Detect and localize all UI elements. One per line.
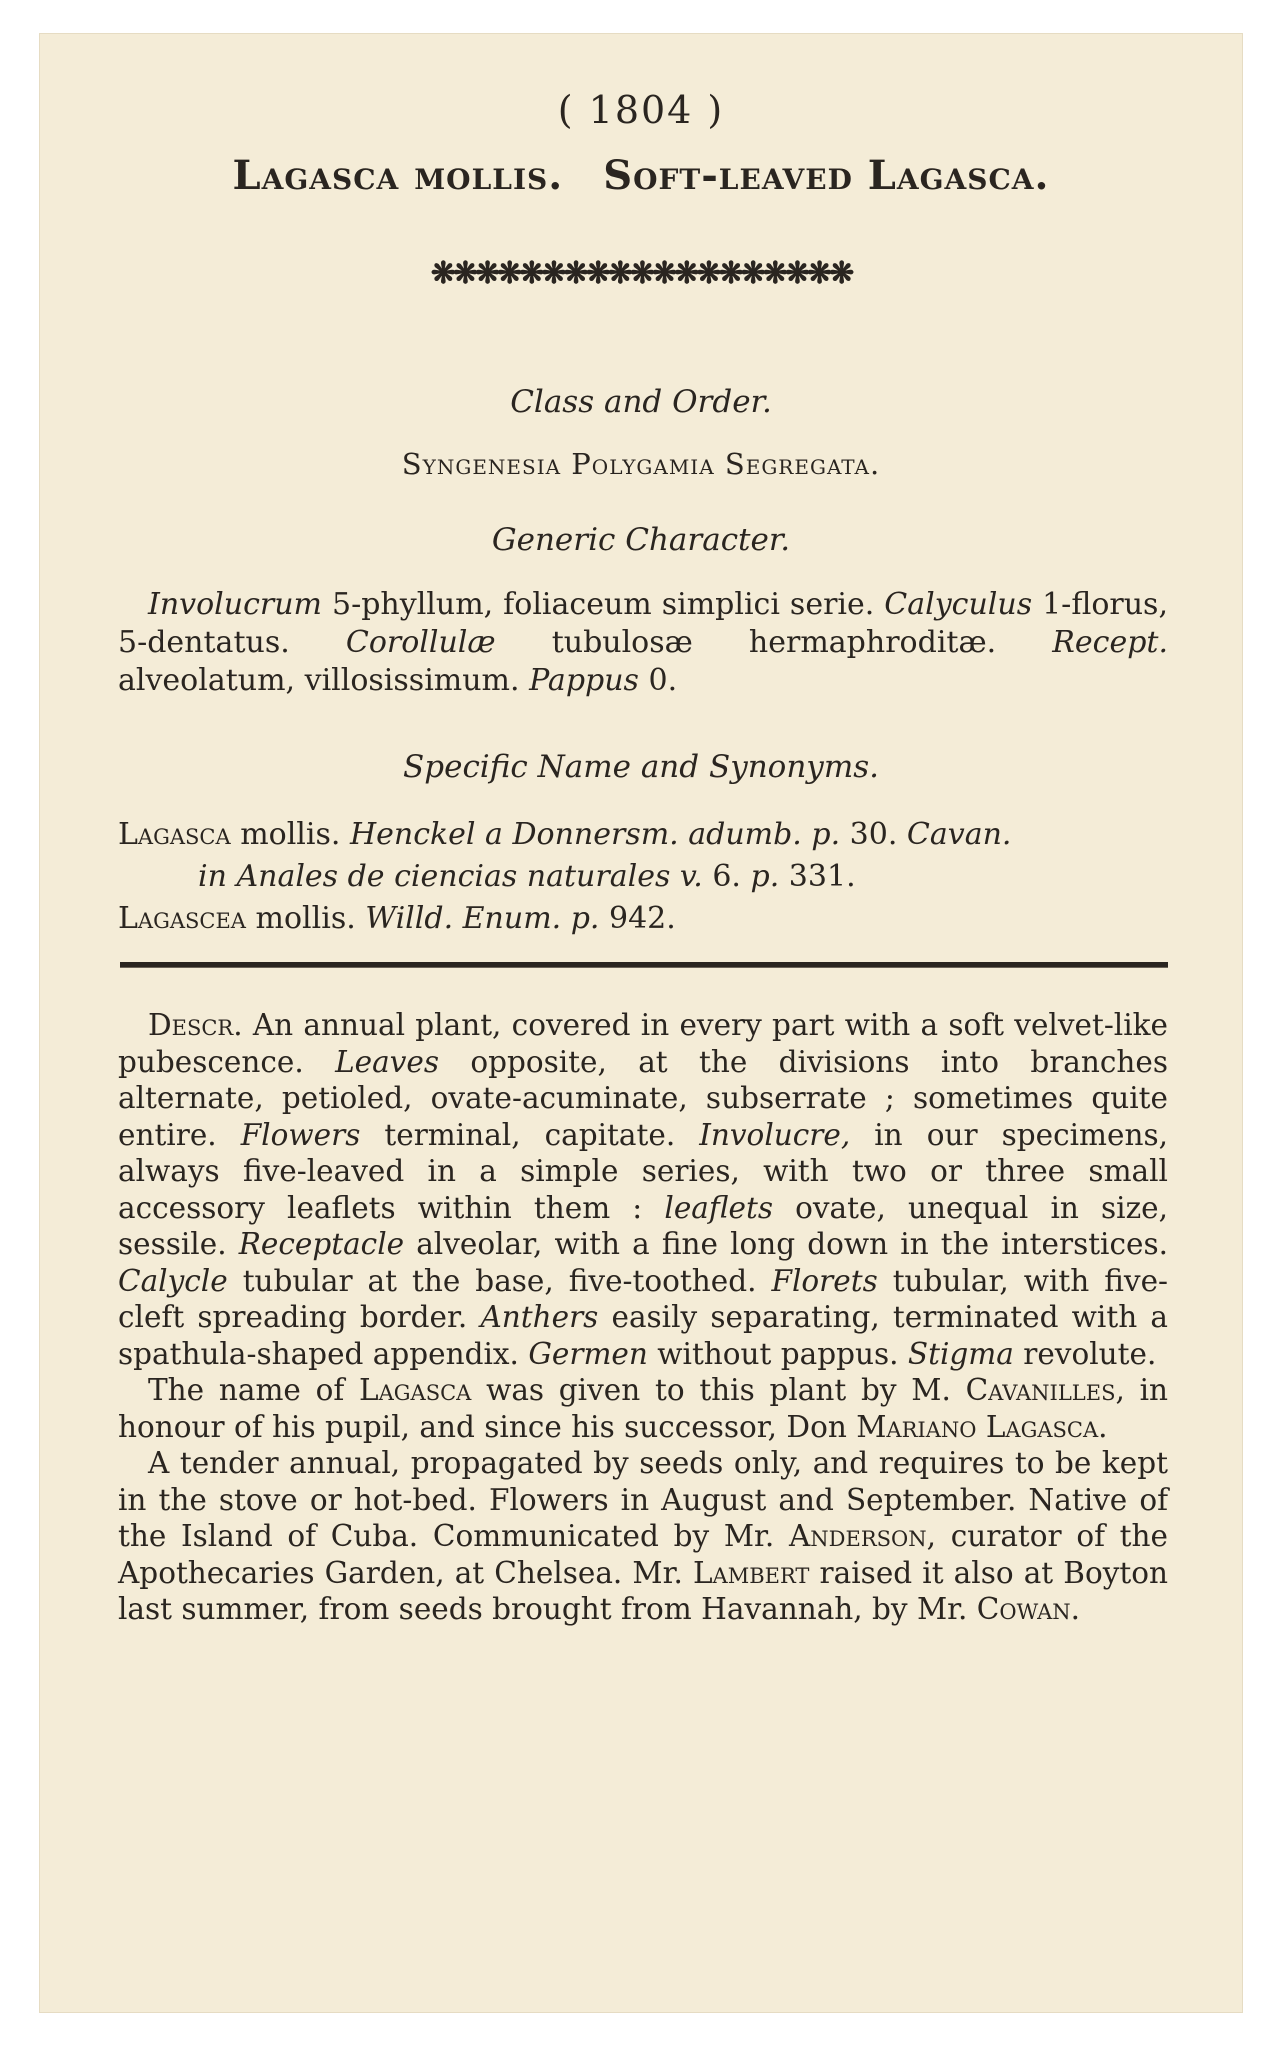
epithet: mollis. (245, 901, 366, 936)
culture-paragraph (118, 1445, 1168, 1628)
page-number: ( 1804 ) (557, 88, 725, 132)
culture-text: curator of the Apothecaries Garden, at Chelsea. Mr. (118, 1519, 1168, 1590)
synonym-line-2 (118, 856, 1168, 898)
reference-page: 30. (840, 817, 907, 852)
paper-sheet (40, 34, 1242, 2012)
synonyms-block (118, 814, 1168, 940)
description-text: revolute. (1013, 1336, 1157, 1371)
generic-text-run: 1-florus, 5-dentatus. (118, 587, 1168, 660)
term-flowers: Flowers (240, 1117, 361, 1152)
name-lagasca: Lagasca (359, 1373, 472, 1407)
generic-character-heading: Generic Character. (491, 522, 791, 558)
class-order-name: Syngenesia Polygamia Segregata. (401, 447, 881, 481)
page-title (40, 152, 1242, 199)
name-anderson: Anderson, (788, 1519, 936, 1553)
term-florets: Florets (771, 1263, 878, 1298)
term-receptacle: Receptacle (238, 1227, 405, 1261)
reference-henckel: Henckel a Donnersm. adumb. p. (349, 817, 841, 852)
reference-p: p. (750, 859, 780, 894)
specific-name-heading: Specific Name and Synonyms. (403, 749, 879, 785)
description-text: An annual plant, covered in every part with a soft velvet-like pubescence. (118, 1008, 1168, 1079)
synonym-line-3 (118, 898, 1168, 940)
naming-text: was given to this plant by M. (471, 1373, 966, 1407)
reference-page: 942. (599, 901, 676, 936)
term-anthers: Anthers (480, 1300, 599, 1334)
name-cavanilles: Cavanilles, (965, 1373, 1125, 1407)
horizontal-rule (120, 962, 1168, 968)
term-calyculus: Calyculus (884, 587, 1033, 622)
name-cowan: Cowan. (976, 1592, 1081, 1626)
description-text: opposite, at the divisions into branches alternate, petioled, ovate-acuminate, subserrate ; sometimes quite entire. (118, 1044, 1169, 1152)
term-leaves: Leaves (335, 1044, 439, 1079)
description-text: in our specimens, always five-leaved in a simple series, with two or three small accessory leaflets within them : (118, 1117, 1168, 1225)
generic-character-text (118, 586, 1168, 700)
asterisk-ornament: ❋❋❋❋❋❋❋❋❋❋❋❋❋❋❋❋❋❋❋ (430, 256, 852, 291)
description-block (118, 1007, 1168, 1628)
description-text: tubular at the base, five-toothed. (227, 1263, 772, 1298)
naming-text: in honour of his pupil, and since his successor, Don (118, 1373, 1169, 1444)
term-stigma: Stigma (907, 1336, 1014, 1371)
genus-name: Lagascea (118, 901, 246, 936)
synonym-line-1 (118, 814, 1168, 856)
term-leaflets: leaflets (664, 1190, 773, 1225)
title-english: Soft-leaved Lagasca. (603, 152, 1050, 199)
epithet: mollis. (230, 817, 350, 852)
genus-name: Lagasca (118, 817, 231, 852)
term-pappus: Pappus (529, 663, 639, 698)
term-involucre: Involucre, (699, 1117, 851, 1152)
term-corollulae: Corollulæ (345, 625, 496, 660)
description-text: alveolar, with a fine long down in the interstices. (404, 1227, 1168, 1261)
reference-page: 331. (779, 859, 856, 894)
term-recept: Recept. (1052, 625, 1168, 660)
term-germen: Germen (528, 1336, 648, 1371)
generic-text-run: 0. (638, 663, 678, 698)
generic-text-run: tubulosæ hermaphroditæ. (495, 625, 1053, 660)
descr-label: Descr. (148, 1008, 243, 1042)
generic-text-run: 5-phyllum, foliaceum simplici serie. (322, 587, 885, 622)
name-lambert: Lambert (692, 1555, 810, 1590)
culture-text: A tender annual, propagated by seeds only, and requires to be kept in the stove or hot-bed. Flowers in August and September. Native of the Island of Cuba. Communicated by Mr. (118, 1446, 1168, 1553)
naming-text: The name of (148, 1373, 360, 1407)
title-latin: Lagasca mollis. (232, 152, 564, 199)
reference-cavan: Cavan. (906, 817, 1012, 852)
generic-text-run: alveolatum, villosissimum. (118, 663, 530, 698)
term-involucrum: Involucrum (148, 587, 323, 622)
description-paragraph (118, 1007, 1168, 1372)
culture-text: raised it also at Boyton last summer, from seeds brought from Havannah, by Mr. (118, 1555, 1168, 1626)
naming-paragraph (118, 1372, 1168, 1445)
description-text: tubular, with five-cleft spreading border. (118, 1263, 1169, 1334)
class-order-heading: Class and Order. (510, 384, 772, 420)
reference-volume: 6. (702, 859, 751, 894)
reference-willd: Willd. Enum. p. (365, 901, 600, 936)
reference-anales: in Anales de ciencias naturales v. (198, 859, 703, 894)
description-text: easily separating, terminated with a spathula-shaped appendix. (118, 1300, 1168, 1371)
name-mariano-lagasca: Mariano Lagasca. (856, 1409, 1108, 1444)
term-calycle: Calycle (118, 1263, 228, 1298)
description-text: ovate, unequal in size, sessile. (118, 1190, 1168, 1261)
description-text: without pappus. (647, 1336, 908, 1371)
description-text: terminal, capitate. (360, 1117, 700, 1152)
